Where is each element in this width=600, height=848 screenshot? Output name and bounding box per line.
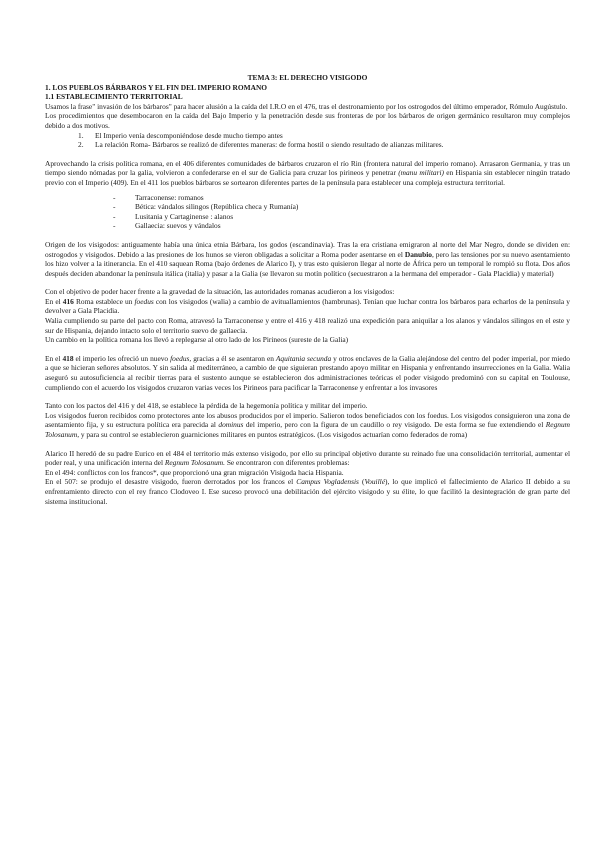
list-item: - Lusitania y Cartaginense : alanos	[45, 212, 570, 222]
subsection-heading: 1.1 ESTABLECIMIENTO TERRITORIAL	[45, 92, 183, 102]
paragraph-foedus-416: Con el objetivo de poder hacer frente a la gravedad de la situación, las autoridades romanas acudieron a los visigodos: En el 416 Roma establece un foedus con los visigodos (walia) a cambio de avituallamientos (hambrunas). Tenían que luchar contra los bárbaros para echarlos de la península y devolver a Gala Placidia. Walia cumpliendo su parte del pacto con Roma, atravesó la Tarraconense y entre el 416 y 418 realizó una expedición para aniquilar a los alanos y vándalos silingos en el este y sur de Hispania, dejando intacto solo el territorio suevo de gallaecia. Un cambio en la política romana los llevó a replegarse al otro lado de los Pirineos (sureste de la Galia)	[45, 287, 570, 345]
document-title: TEMA 3: EL DERECHO VISIGODO	[247, 73, 368, 82]
paragraph-invasion: Aprovechando la crisis política romana, en el 406 diferentes comunidades de bárbaros cruzaron el río Rin (frontera natural del imperio romano). Arrasaron Germania, y tras un tiempo siendo nómadas por la galia, volvieron a confederarse en el sur de Galicia para cruzar los pirineos y penetrar (manu militari) en Hispania sin establecer ningún tratado previo con el Imperio (409). En el 411 los pueblos bárbaros se sortearon diferentes partes de la península para establecer una compleja estructura territorial.	[45, 158, 570, 187]
paragraph-consequences: Tanto con los pactos del 416 y del 418, se establece la pérdida de la hegemonía política y militar del imperio. Los visigodos fueron recibidos como protectores ante los abusos producidos por el imperio. Salieron todos beneficiados con los foedus. Los visigodos consiguieron una zona de asentamiento fija, y su estructura política era parecida al dominus del imperio, pero con la figura de un caudillo o rey visigodo. De esta forma se fue extendiendo el Regnum Tolosanum, y para su control se establecieron guarniciones militares en puntos estratégicos. (Los visigodos actuarían como federados de roma)	[45, 401, 570, 439]
list-item: 1. El Imperio venía descomponiéndose desde mucho tiempo antes	[78, 130, 283, 140]
list-item: - Gallaecia: suevos y vándalos	[45, 221, 570, 231]
paragraph-origin: Origen de los visigodos: antiguamente había una única etnia Bárbara, los godos (escandinavia). Tras la era cristiana emigraron al norte del Mar Negro, donde se dividen en: ostrogodos y visigodos. Debido a las presiones de los hunos se vieron obligadas a solicitar a Roma poder asentarse en el Danubio, pero las tensiones por su nuevo asentamiento los hizo volver a la itinerancia. En el 410 saquean Roma (bajo órdenes de Alarico I), y tras esto quisieron llegar al norte de África pero un temporal le rompió su flota. Dos años después deciden abandonar la península itálica (italia) y pasar a la Galia (se llevaron su motín político (secuestraron a la hermana del emperador - Gala Placidia) y material)	[45, 239, 570, 278]
paragraph-causes: Los procedimientos que desembocaron en la caída del Bajo Imperio y la penetración desde sus fronteras de por los bárbaros de origen germánico resultaron muy complejos debido a dos motivos.	[45, 111, 570, 130]
document-page	[45, 73, 570, 506]
paragraph-intro: Usamos la frase" invasión de los bárbaros" para hacer alusión a la caída del I.R.O en el 476, tras el destronamiento por los ostrogodos del último emperador, Rómulo Augústulo.	[45, 101, 568, 111]
list-item: 2. La relación Roma- Bárbaros se realizó de diferentes maneras: de forma hostil o siendo resultado de alianzas militares.	[78, 140, 444, 150]
list-item: - Bética: vándalos silingos (República checa y Rumanía)	[45, 202, 570, 212]
list-item: - Tarraconense: romanos	[45, 193, 570, 203]
paragraph-foedus-418: En el 418 el imperio les ofreció un nuevo foedus, gracias a él se asentaron en Aquitania secunda y otros enclaves de la Galia alejándose del centro del poder imperial, por miedo a que se hicieran señores absolutos. Y sin salida al mediterráneo, a cambio de que siguieran prestando apoyo militar en Hispania y enfrentando insurrecciones en la Galia. Walia aseguró su autosuficiencia al recibir tierras para el sustento aunque se establecieron dos administraciones teóricas el poder visigodo predominó con su capital en Toulouse, cumpliendo con el acuerdo los visigodos cruzaron varias veces los Pirineos para pacificar la Tarraconense y enfrentar a los invasores	[45, 353, 570, 392]
causes-list	[45, 131, 570, 150]
section-heading: 1. LOS PUEBLOS BÁRBAROS Y EL FIN DEL IMPERIO ROMANO	[45, 82, 268, 92]
paragraph-alarico: Alarico II heredó de su padre Eurico en el 484 el territorio más extenso visigodo, por ello su principal objetivo durante su reinado fue una consolidación territorial, aumentar el poder real, y una unificación interna del Regnum Tolosanum. Se encontraron con diferentes problemas: En el 494: conflictos con los francos*, que proporcionó una gran migración Visigoda hacia Hispania. En el 507: se produjo el desastre visigodo, fueron derrotados por los francos el Campus Vogladensis (Vouillé), lo que implicó el fallecimiento de Alarico II debido a su enfrentamiento directo con el rey franco Clodoveo I. Ese suceso provocó una debilitación del ejército visigodo y su élite, lo que facilitó la desintegración de gran parte del sistema institucional.	[45, 448, 570, 506]
provinces-list	[45, 193, 570, 231]
